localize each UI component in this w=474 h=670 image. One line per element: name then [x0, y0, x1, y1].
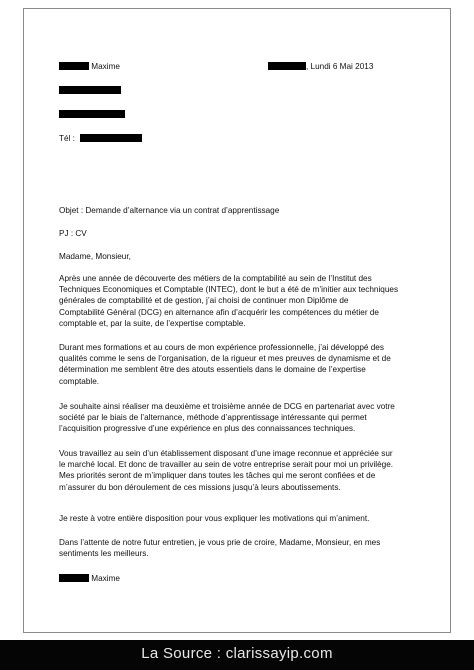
paragraph-line: Après une année de découverte des métiers de la comptabilité au sein de l’Institut des	[59, 274, 372, 283]
paragraph-line: comptable et, par la suite, de l’expertise comptable.	[59, 318, 246, 328]
paragraph-line: Je souhaite ainsi réaliser ma deuxième et troisième année de DCG en partenariat avec votre	[59, 402, 395, 411]
paragraph-line: Durant mes formations et au cours de mon expérience professionnelle, j’ai développé des	[59, 343, 384, 352]
watermark-text: La Source : clarissayip.com	[141, 645, 333, 662]
redaction-block	[59, 62, 89, 70]
redaction-block	[59, 574, 89, 582]
paragraph-line: détermination me semblent être des atouts essentiels dans le domaine de l’expertise	[59, 365, 366, 375]
paragraph-line: m’assurer du bon déroulement de ces missions jusqu’à leurs aboutissements.	[59, 482, 341, 492]
paragraph-line: qualités comme le sens de l’organisation, de la rigueur et mes preuves de dynamisme et de	[59, 354, 391, 364]
redaction-block	[80, 134, 142, 142]
paragraph-line: Je reste à votre entière disposition pour vous expliquer les motivations qui m’animent.	[59, 514, 370, 523]
signature-name: Maxime	[91, 574, 120, 583]
date-text: , Lundi 6 Mai 2013	[306, 62, 374, 71]
subject-line: Objet : Demande d’alternance via un contrat d’apprentissage	[59, 206, 280, 215]
attachment-line: PJ : CV	[59, 229, 87, 238]
phone-line	[59, 133, 142, 144]
paragraph-line: Dans l’attente de notre futur entretien, je vous prie de croire, Madame, Monsieur, en mes	[59, 538, 381, 547]
salutation: Madame, Monsieur,	[59, 252, 131, 261]
body-paragraph-4	[59, 448, 419, 493]
paragraph-line: Techniques Economiques et Comptable (INTEC), dont le but a été de m’initier aux techniques	[59, 285, 399, 295]
body-paragraph-3	[59, 401, 419, 435]
paragraph-line: l’acquisition progressive d’une expérience en plus des connaissances techniques.	[59, 424, 356, 434]
paragraph-line: le marché local. Et donc de travailler au sein de votre entreprise serait pour moi un privilège.	[59, 460, 394, 470]
paragraph-line: société par le biais de l’alternance, méthode d’apprentissage intéressante qui permet	[59, 413, 367, 423]
address-line-1	[59, 85, 121, 96]
phone-label: Tél :	[59, 134, 75, 143]
sender-name: Maxime	[91, 62, 120, 71]
paragraph-line: Comptabilité Général (DCG) en alternance afin d’acquérir les compétences du métier de	[59, 307, 379, 317]
signature-line	[59, 573, 120, 584]
paragraph-line: Vous travaillez au sein d’un établissement disposant d’une image reconnue et appréciée sur	[59, 449, 393, 458]
paragraph-line: comptable.	[59, 376, 100, 386]
body-paragraph-2	[59, 342, 419, 387]
redaction-block	[268, 62, 306, 70]
body-paragraph-6	[59, 537, 419, 559]
redaction-block	[59, 110, 125, 118]
paragraph-line: générales de comptabilité et de gestion, j’ai choisi de continuer mon Diplôme de	[59, 296, 349, 306]
body-paragraph-5	[59, 513, 419, 524]
address-line-2	[59, 109, 125, 120]
sender-line	[59, 61, 120, 72]
paragraph-line: Mes priorités seront de m’impliquer dans toutes les tâches qui me seront confiées et de	[59, 471, 376, 481]
redaction-block	[59, 86, 121, 94]
body-paragraph-1	[59, 273, 419, 329]
paragraph-line: sentiments les meilleurs.	[59, 549, 149, 559]
date-line	[268, 61, 373, 72]
